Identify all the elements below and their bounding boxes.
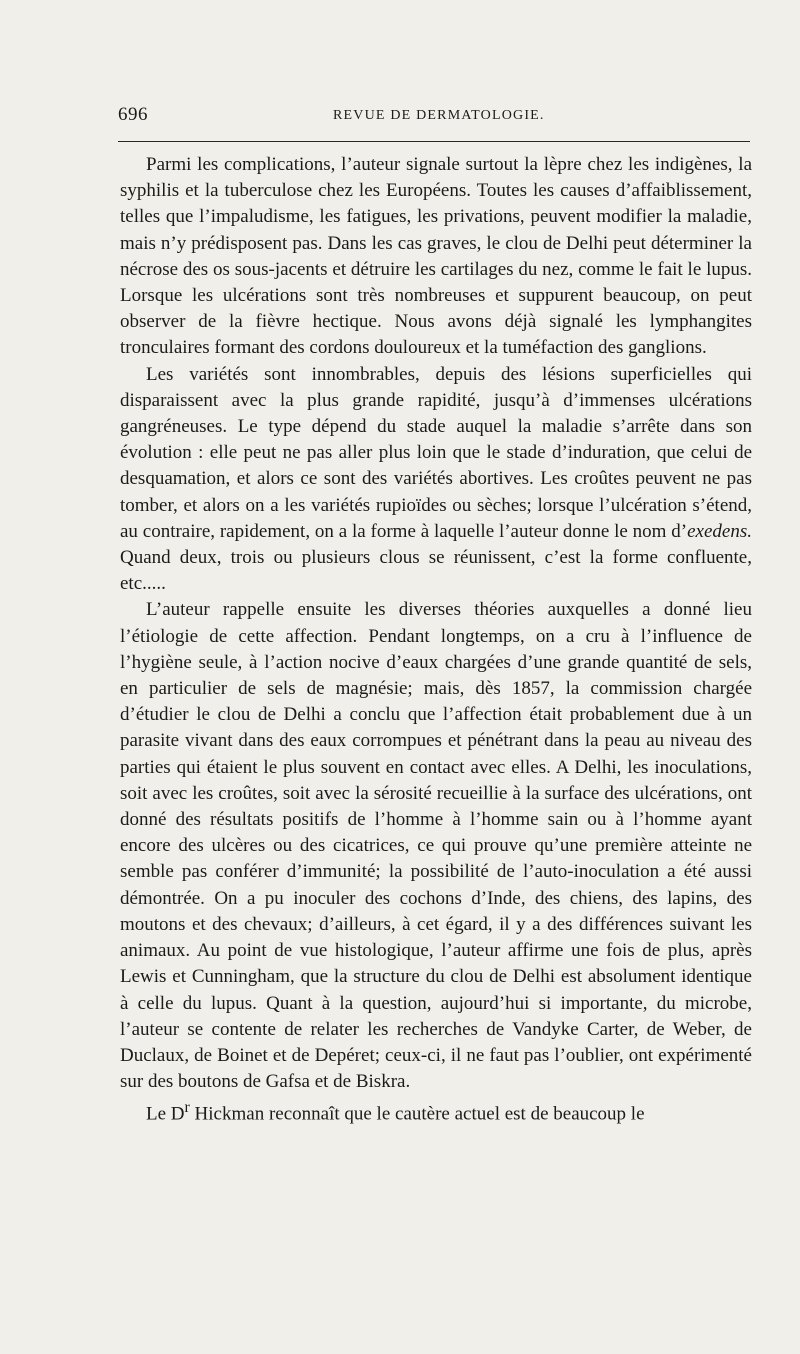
body-text [120,152,752,1128]
paragraph-complications: Parmi les complications, l’auteur signale surtout la lèpre chez les indigènes, la syphilis et la tuberculose chez les Européens. Toutes les causes d’affaiblissement, telles que l’impaludisme, les fatigues, les privations, peuvent modifier la maladie, mais n’y prédisposent pas. Dans les cas graves, le clou de Delhi peut déterminer la nécrose des os sous-jacents et détruire les cartilages du nez, comme le fait le lupus. Lorsque les ulcérations sont très nombreuses et suppurent beaucoup, on peut observer de la fièvre hectique. Nous avons déjà signalé les lymphangites tronculaires formant des cordons douloureux et la tuméfaction des ganglions. [120,154,752,359]
paragraph-text: Les variétés sont innombrables, depuis des lésions superficielles qui disparaissent avec la plus grande rapidité, jusqu’à d’immenses ulcérations gangréneuses. Le type dépend du stade auquel la maladie s’arrête dans son évolution : elle peut ne pas aller plus loin que le stade d’induration, que celui de desquamation, et alors ce sont des variétés abortives. Les croûtes peuvent ne pas tomber, et alors on a les variétés rupioïdes ou sèches; lorsque l’ulcération s’étend, au contraire, rapidement, on a la forme à laquelle l’auteur donne le nom d’ [120,363,752,542]
paragraph-hickman [120,1095,752,1128]
paragraph-text: Quand deux, trois ou plusieurs clous se réunissent, c’est la forme confluente, etc..... [120,547,752,595]
running-title: REVUE DE DERMATOLOGIE. [333,108,545,123]
page-number: 696 [118,104,148,125]
paragraph-text: Hickman reconnaît que le cautère actuel est de beaucoup le [189,1103,645,1125]
italic-term: exedens. [687,520,752,542]
page-header [118,104,750,134]
paragraph-etiologie: L’auteur rappelle ensuite les diverses théories auxquelles a donné lieu l’étiologie de cette affection. Pendant longtemps, on a cru à l’influence de l’hygiène seule, à l’action nocive d’eaux chargées d’une grande quantité de sels, en particulier de sels de magnésie; mais, dès 1857, la commission chargée d’étudier le clou de Delhi a conclu que l’affection était probablement due à un parasite vivant dans des eaux corrompues et pénétrant dans la peau au niveau des parties qui étaient le plus souvent en contact avec elles. A Delhi, les inoculations, soit avec les croûtes, soit avec la sérosité recueillie à la surface des ulcérations, ont donné des résultats positifs de l’homme à l’homme sain ou à l’homme ayant encore des ulcères ou des cicatrices, ce qui prouve qu’une première atteinte ne semble pas conférer d’immunité; la possibilité de l’auto-inoculation a été aussi démontrée. On a pu inoculer des cochons d’Inde, des chiens, des lapins, des moutons et des chevaux; d’ailleurs, à cet égard, il y a des différences suivant les animaux. Au point de vue histologique, l’auteur affirme une fois de plus, après Lewis et Cunningham, que la structure du clou de Delhi est absolument identique à celle du lupus. Quant à la question, aujourd’hui si importante, du microbe, l’auteur se contente de relater les recherches de Vandyke Carter, de Weber, de Duclaux, de Boinet et de Depéret; ceux-ci, il ne faut pas l’oublier, ont expérimenté sur des boutons de Gafsa et de Biskra. [120,599,752,1093]
paragraph-text: Le D [146,1103,185,1125]
header-rule [118,141,750,142]
paragraph-varietes [120,362,752,598]
superscript: r [184,1099,190,1117]
